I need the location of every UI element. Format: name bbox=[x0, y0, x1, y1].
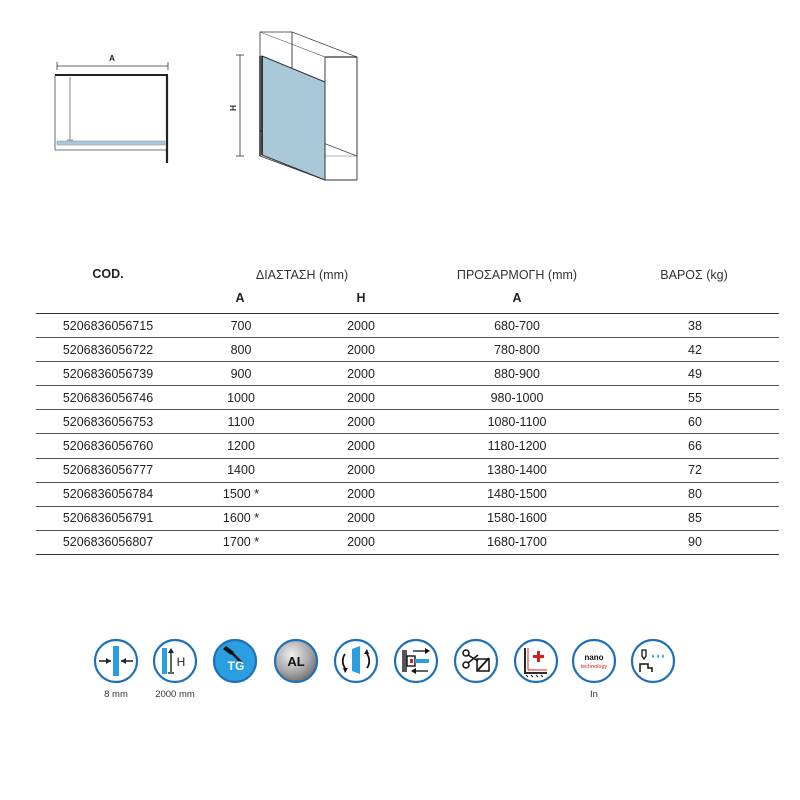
tempered-glass-icon bbox=[212, 638, 258, 684]
iso-label-h: H bbox=[229, 105, 238, 111]
cell-code: 5206836056784 bbox=[62, 487, 154, 502]
table-row bbox=[36, 314, 779, 338]
feature-glass-thickness bbox=[92, 638, 140, 700]
cell-adjustment: 1680-1700 bbox=[487, 535, 547, 550]
cell-a: 1100 bbox=[227, 414, 255, 429]
reversible-icon bbox=[333, 638, 379, 684]
plan-view-diagram bbox=[40, 40, 180, 170]
cell-h: 2000 bbox=[347, 439, 375, 454]
cell-weight: 60 bbox=[688, 414, 702, 429]
cell-h: 2000 bbox=[347, 318, 375, 333]
table-row bbox=[36, 362, 779, 386]
cell-code: 5206836056760 bbox=[62, 439, 154, 454]
header-code: COD. bbox=[92, 267, 124, 281]
cell-adjustment: 980-1000 bbox=[490, 390, 544, 405]
cell-code: 5206836056777 bbox=[62, 463, 154, 478]
header-dim-a: A bbox=[235, 291, 245, 305]
cell-code: 5206836056753 bbox=[62, 414, 154, 429]
cell-adjustment: 780-800 bbox=[494, 342, 540, 357]
feature-height bbox=[151, 638, 199, 700]
cell-h: 2000 bbox=[347, 487, 375, 502]
feature-caption: 2000 mm bbox=[155, 689, 195, 700]
aluminium-icon bbox=[273, 638, 319, 684]
cell-a: 1500 * bbox=[222, 487, 260, 502]
spec-table bbox=[36, 263, 779, 555]
table-row bbox=[36, 338, 779, 362]
feature-caption: 8 mm bbox=[104, 689, 128, 700]
header-adjustment: ΠΡΟΣΑΡΜΟΓΗ (mm) bbox=[456, 268, 578, 282]
water-repellent-icon bbox=[630, 638, 676, 684]
cell-adjustment: 1380-1400 bbox=[487, 463, 547, 478]
feature-tempered-glass bbox=[211, 638, 259, 684]
cell-h: 2000 bbox=[347, 463, 375, 478]
isometric-diagram bbox=[225, 20, 375, 190]
nano-technology-icon bbox=[571, 638, 617, 684]
cell-weight: 72 bbox=[688, 463, 702, 478]
cell-weight: 80 bbox=[688, 487, 702, 502]
height-letter: H bbox=[176, 655, 186, 669]
header-dim-h: H bbox=[356, 291, 366, 305]
cell-a: 700 bbox=[230, 318, 252, 333]
cell-weight: 66 bbox=[688, 439, 702, 454]
cell-h: 2000 bbox=[347, 366, 375, 381]
feature-adjustment bbox=[392, 638, 440, 684]
table-header bbox=[36, 263, 779, 313]
feature-nano-technology bbox=[570, 638, 618, 700]
cell-code: 5206836056746 bbox=[62, 390, 154, 405]
aluminium-letter: AL bbox=[287, 654, 305, 669]
cell-h: 2000 bbox=[347, 414, 375, 429]
cell-a: 1000 bbox=[227, 390, 255, 405]
header-dimension: ΔΙΑΣΤΑΣΗ (mm) bbox=[255, 268, 349, 282]
cell-code: 5206836056715 bbox=[62, 318, 154, 333]
cell-code: 5206836056791 bbox=[62, 511, 154, 526]
cell-code: 5206836056722 bbox=[62, 342, 154, 357]
table-row bbox=[36, 483, 779, 507]
cell-h: 2000 bbox=[347, 390, 375, 405]
table-row bbox=[36, 507, 779, 531]
cell-weight: 85 bbox=[688, 511, 702, 526]
plan-label-a: A bbox=[109, 54, 115, 63]
table-row bbox=[36, 459, 779, 483]
cell-h: 2000 bbox=[347, 342, 375, 357]
cell-a: 1600 * bbox=[222, 511, 260, 526]
cell-weight: 49 bbox=[688, 366, 702, 381]
feature-reversible bbox=[332, 638, 380, 684]
cell-adjustment: 1080-1100 bbox=[487, 414, 547, 429]
cell-adjustment: 1480-1500 bbox=[487, 487, 547, 502]
feature-water-repellent bbox=[629, 638, 677, 684]
cell-a: 1200 bbox=[227, 439, 255, 454]
feature-cut-to-size bbox=[452, 638, 500, 684]
cell-code: 5206836056807 bbox=[62, 535, 154, 550]
cell-adjustment: 1180-1200 bbox=[487, 439, 547, 454]
glass-thickness-icon bbox=[93, 638, 139, 684]
cell-weight: 90 bbox=[688, 535, 702, 550]
cut-to-size-icon bbox=[453, 638, 499, 684]
header-weight: ΒΑΡΟΣ (kg) bbox=[660, 268, 728, 282]
feature-aluminium bbox=[272, 638, 320, 684]
technology-text: technology bbox=[580, 664, 608, 670]
tempered-glass-letter: TG bbox=[227, 659, 245, 673]
cell-a: 1700 * bbox=[222, 535, 260, 550]
cell-adjustment: 680-700 bbox=[494, 318, 540, 333]
cell-adjustment: 880-900 bbox=[494, 366, 540, 381]
cell-a: 800 bbox=[230, 342, 252, 357]
wall-profile-icon bbox=[513, 638, 559, 684]
cell-h: 2000 bbox=[347, 535, 375, 550]
cell-h: 2000 bbox=[347, 511, 375, 526]
cell-a: 1400 bbox=[227, 463, 255, 478]
cell-code: 5206836056739 bbox=[62, 366, 154, 381]
table-row bbox=[36, 410, 779, 434]
table-row bbox=[36, 531, 779, 555]
feature-caption: In bbox=[590, 689, 598, 700]
cell-weight: 38 bbox=[688, 318, 702, 333]
header-adj-a: A bbox=[512, 291, 522, 305]
table-body bbox=[36, 313, 779, 555]
nano-text: nano bbox=[584, 653, 604, 662]
cell-weight: 42 bbox=[688, 342, 702, 357]
feature-icons bbox=[92, 638, 682, 708]
height-icon bbox=[152, 638, 198, 684]
cell-a: 900 bbox=[230, 366, 252, 381]
feature-wall-profile bbox=[512, 638, 560, 684]
table-row bbox=[36, 386, 779, 410]
table-row bbox=[36, 434, 779, 458]
adjustment-icon bbox=[393, 638, 439, 684]
cell-adjustment: 1580-1600 bbox=[487, 511, 547, 526]
cell-weight: 55 bbox=[688, 390, 702, 405]
